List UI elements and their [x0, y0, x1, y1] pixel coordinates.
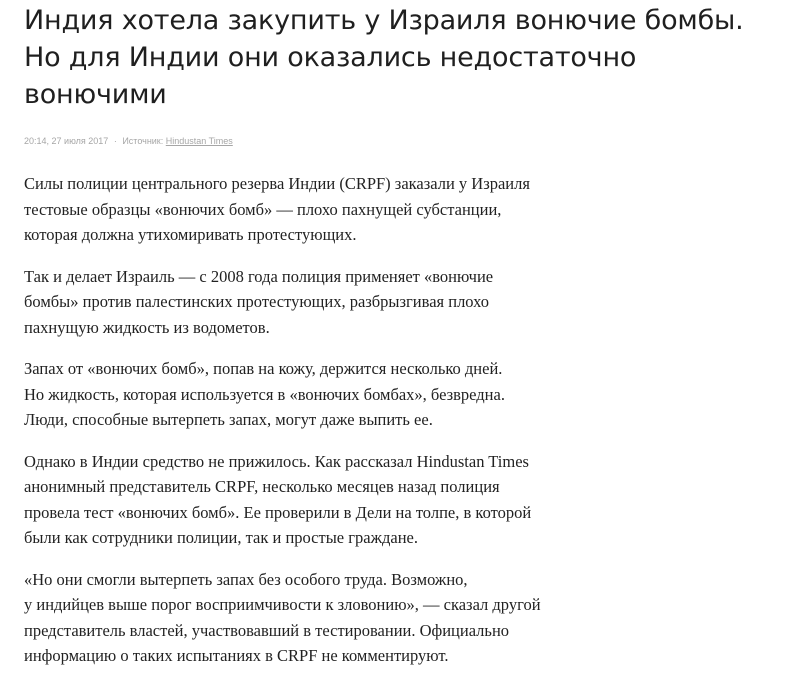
paragraph — [24, 449, 784, 551]
article — [24, 0, 784, 685]
paragraph — [24, 264, 784, 341]
paragraph-line: Однако в Индии средство не прижилось. Как рассказал Hindustan Times — [24, 451, 529, 471]
meta-separator: · — [113, 136, 117, 146]
paragraph-line: анонимный представитель CRPF, несколько месяцев назад полиция — [24, 477, 500, 496]
paragraph-line: Запах от «вонючих бомб», попав на кожу, держится несколько дней. — [24, 359, 503, 378]
article-body — [24, 171, 784, 669]
paragraph-line: представитель властей, участвовавший в тестировании. Официально — [24, 620, 510, 640]
headline-line: Индия хотела закупить у Израиля вонючие бомбы. — [24, 5, 744, 36]
publish-date: 27 июля 2017 — [51, 136, 109, 146]
paragraph-line: Но жидкость, которая используется в «вонючих бомбах», безвредна. — [24, 384, 505, 404]
paragraph-line: информацию о таких испытаниях в CRPF не комментируют. — [24, 646, 449, 665]
article-meta — [24, 135, 784, 147]
paragraph-line: провела тест «вонючих бомб». Ее проверили в Дели на толпе, в которой — [24, 502, 532, 522]
headline-line: вонючими — [24, 79, 167, 110]
paragraph-line: тестовые образцы «вонючих бомб» — плохо пахнущей субстанции, — [24, 199, 502, 219]
paragraph — [24, 356, 784, 433]
paragraph-line: «Но они смогли вытерпеть запах без особого труда. Возможно, — [24, 569, 468, 589]
paragraph-line: которая должна утихомиривать протестующих. — [24, 225, 357, 244]
paragraph-line: Люди, способные вытерпеть запах, могут даже выпить ее. — [24, 410, 433, 429]
paragraph — [24, 567, 784, 669]
headline-line: Но для Индии они оказались недостаточно — [24, 42, 637, 73]
paragraph-line: были как сотрудники полиции, так и простые граждане. — [24, 528, 418, 547]
paragraph-line: пахнущую жидкость из водометов. — [24, 317, 270, 337]
article-headline — [24, 0, 784, 113]
source-label: Источник: — [122, 136, 164, 146]
source-link[interactable]: Hindustan Times — [165, 136, 233, 146]
paragraph-line: Силы полиции центрального резерва Индии (CRPF) заказали у Израиля — [24, 174, 530, 193]
paragraph — [24, 171, 784, 248]
paragraph-line: бомбы» против палестинских протестующих, разбрызгивая плохо — [24, 292, 490, 311]
paragraph-line: у индийцев выше порог восприимчивости к зловонию», — сказал другой — [24, 595, 541, 614]
publish-time: 20:14, — [24, 136, 50, 146]
paragraph-line: Так и делает Израиль — с 2008 года полиция применяет «вонючие — [24, 266, 494, 286]
